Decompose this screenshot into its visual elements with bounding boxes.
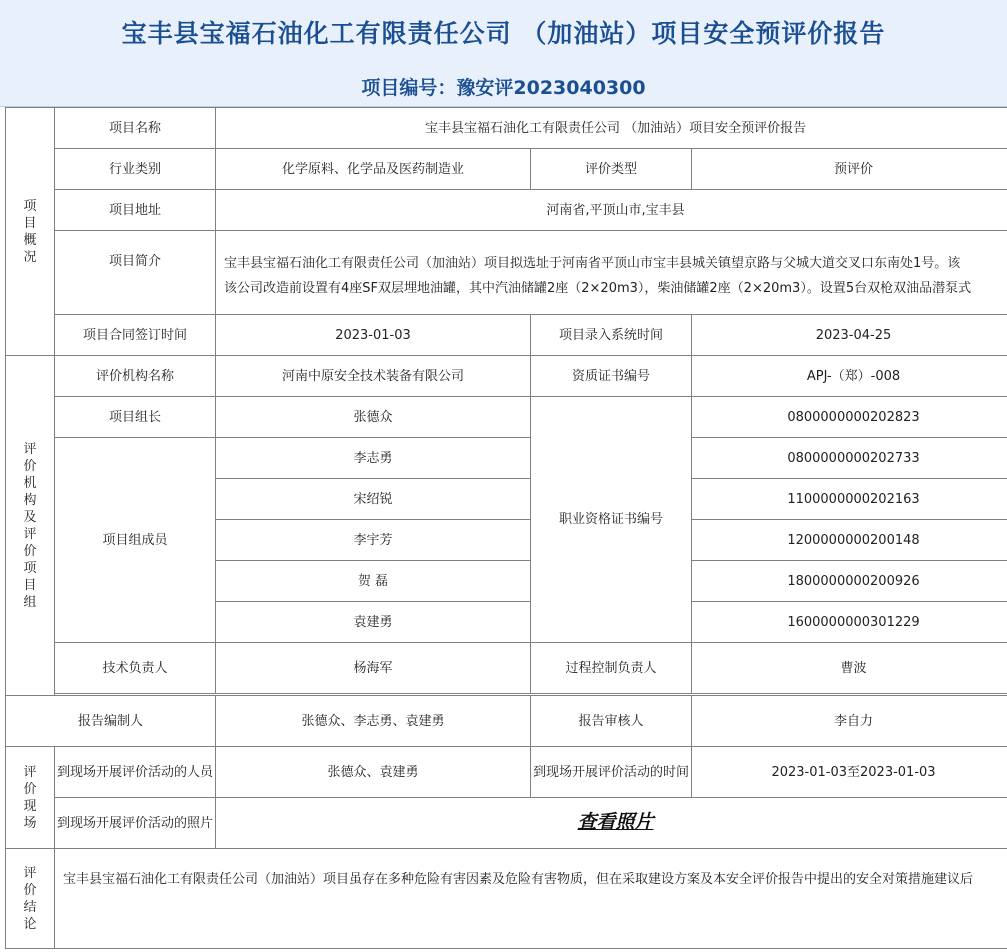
section-overview: 项目概况: [6, 108, 55, 356]
address-value: 河南省,平顶山市,宝丰县: [216, 190, 1007, 231]
site-people-label: 到现场开展评价活动的人员: [55, 747, 216, 798]
entry-time-label: 项目录入系统时间: [531, 315, 692, 356]
section-conclusion: 评价结论: [6, 849, 55, 949]
site-time-value: 2023-01-03至2023-01-03: [692, 747, 1007, 798]
org-name-value: 河南中原安全技术装备有限公司: [216, 356, 531, 397]
reviewer-value: 李自力: [692, 696, 1007, 747]
leader-value: 张德众: [216, 397, 531, 438]
industry-value: 化学原料、化学品及医药制造业: [216, 149, 531, 190]
site-time-label: 到现场开展评价活动的时间: [531, 747, 692, 798]
address-label: 项目地址: [55, 190, 216, 231]
member-name: 宋绍锐: [216, 479, 531, 520]
qual-label: 职业资格证书编号: [531, 397, 692, 643]
tech-value: 杨海军: [216, 643, 531, 694]
members-label: 项目组成员: [55, 438, 216, 643]
project-name-label: 项目名称: [55, 108, 216, 149]
qual-number: 1100000000202163: [692, 479, 1007, 520]
member-name: 贺 磊: [216, 561, 531, 602]
site-photos-label: 到现场开展评价活动的照片: [55, 798, 216, 849]
section-org: 评价机构及评价项目组: [6, 356, 55, 696]
intro-label: 项目简介: [55, 231, 216, 315]
compiler-label: 报告编制人: [6, 696, 216, 747]
project-number: 项目编号：豫安评2023040300: [361, 77, 646, 99]
compiler-value: 张德众、李志勇、袁建勇: [216, 696, 531, 747]
qual-number: 1200000000200148: [692, 520, 1007, 561]
page-title: 宝丰县宝福石油化工有限责任公司 （加油站）项目安全预评价报告: [121, 19, 886, 48]
site-photos-cell: [216, 798, 1007, 849]
industry-label: 行业类别: [55, 149, 216, 190]
reviewer-label: 报告审核人: [531, 696, 692, 747]
member-name: 李志勇: [216, 438, 531, 479]
intro-value: [216, 231, 1007, 315]
site-people-value: 张德众、袁建勇: [216, 747, 531, 798]
contract-time-label: 项目合同签订时间: [55, 315, 216, 356]
report-header: [0, 0, 1007, 107]
qual-number: 0800000000202823: [692, 397, 1007, 438]
process-value: 曹波: [692, 643, 1007, 694]
leader-label: 项目组长: [55, 397, 216, 438]
tech-label: 技术负责人: [55, 643, 216, 694]
view-photos-link[interactable]: 查看照片: [577, 810, 654, 833]
qual-number: 1800000000200926: [692, 561, 1007, 602]
intro-line-1: 宝丰县宝福石油化工有限责任公司（加油站）项目拟选址于河南省平顶山市宝丰县城关镇望京路与父城大道交叉口东南处1号。该: [224, 256, 961, 271]
process-label: 过程控制负责人: [531, 643, 692, 694]
section-site: 评价现场: [6, 747, 55, 849]
entry-time-value: 2023-04-25: [692, 315, 1007, 356]
project-name-value: 宝丰县宝福石油化工有限责任公司 （加油站）项目安全预评价报告: [216, 108, 1007, 149]
cert-label: 资质证书编号: [531, 356, 692, 397]
org-name-label: 评价机构名称: [55, 356, 216, 397]
contract-time-value: 2023-01-03: [216, 315, 531, 356]
report-table: [5, 107, 1007, 949]
cert-value: APJ-（郑）-008: [692, 356, 1007, 397]
member-name: 袁建勇: [216, 602, 531, 643]
qual-number: 1600000000301229: [692, 602, 1007, 643]
intro-line-2: 该公司改造前设置有4座SF双层埋地油罐，其中汽油储罐2座（2×20m3），柴油储罐2座（2×20m3）。设置5台双枪双油品潜泵式: [224, 281, 972, 296]
conclusion-text: 宝丰县宝福石油化工有限责任公司（加油站）项目虽存在多种危险有害因素及危险有害物质，但在采取建设方案及本安全评价报告中提出的安全对策措施建议后: [55, 849, 1007, 949]
eval-type-value: 预评价: [692, 149, 1007, 190]
eval-type-label: 评价类型: [531, 149, 692, 190]
member-name: 李宇芳: [216, 520, 531, 561]
qual-number: 0800000000202733: [692, 438, 1007, 479]
